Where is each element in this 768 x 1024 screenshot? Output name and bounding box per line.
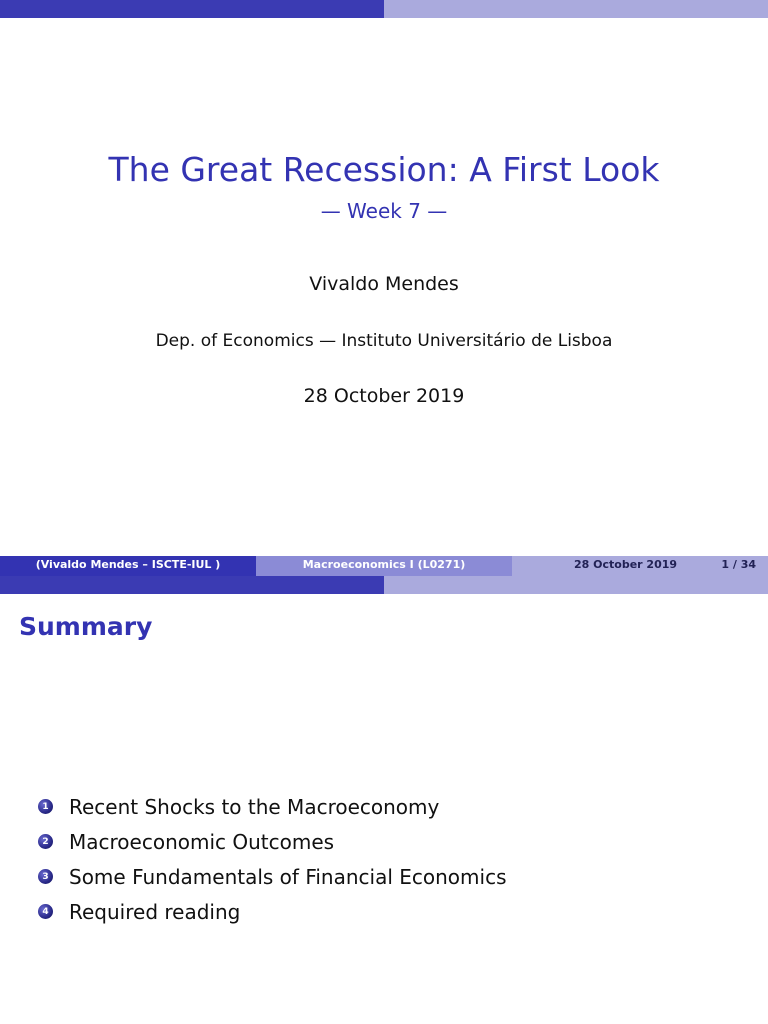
author-name: Vivaldo Mendes: [309, 273, 459, 295]
list-item-label: Some Fundamentals of Financial Economics: [69, 864, 507, 889]
progress-bar-remaining: [384, 0, 768, 18]
enumeration-ball-icon: 2: [38, 834, 53, 849]
footline-info: [512, 556, 768, 576]
summary-slide: [0, 576, 768, 1024]
footline-date: 28 October 2019: [574, 558, 678, 571]
enumeration-ball-icon: 4: [38, 904, 53, 919]
footline-title: Macroeconomics I (L0271): [256, 556, 512, 576]
frame-title: Summary: [19, 612, 153, 641]
progress-bar-filled: [0, 576, 384, 594]
progress-bar: [0, 0, 768, 18]
footline: [0, 556, 768, 576]
progress-bar: [0, 576, 768, 594]
summary-list: [38, 789, 507, 929]
list-item-label: Macroeconomic Outcomes: [69, 829, 335, 854]
progress-bar-remaining: [384, 576, 768, 594]
list-item-label: Recent Shocks to the Macroeconomy: [69, 794, 440, 819]
footline-author: (Vivaldo Mendes – ISCTE-IUL ): [0, 556, 256, 576]
list-item-label: Required reading: [69, 899, 241, 924]
presentation-date: 28 October 2019: [303, 385, 465, 407]
institute-name: Dep. of Economics — Instituto Universitário de Lisboa: [155, 331, 613, 351]
list-item: [38, 894, 507, 929]
list-item: [38, 859, 507, 894]
list-item: [38, 789, 507, 824]
presentation-title: The Great Recession: A First Look: [108, 150, 660, 189]
enumeration-ball-icon: 3: [38, 869, 53, 884]
footline-page-number: 1 / 34: [721, 558, 756, 571]
presentation-subtitle: — Week 7 —: [320, 199, 448, 223]
enumeration-ball-icon: 1: [38, 799, 53, 814]
list-item: [38, 824, 507, 859]
progress-bar-filled: [0, 0, 384, 18]
